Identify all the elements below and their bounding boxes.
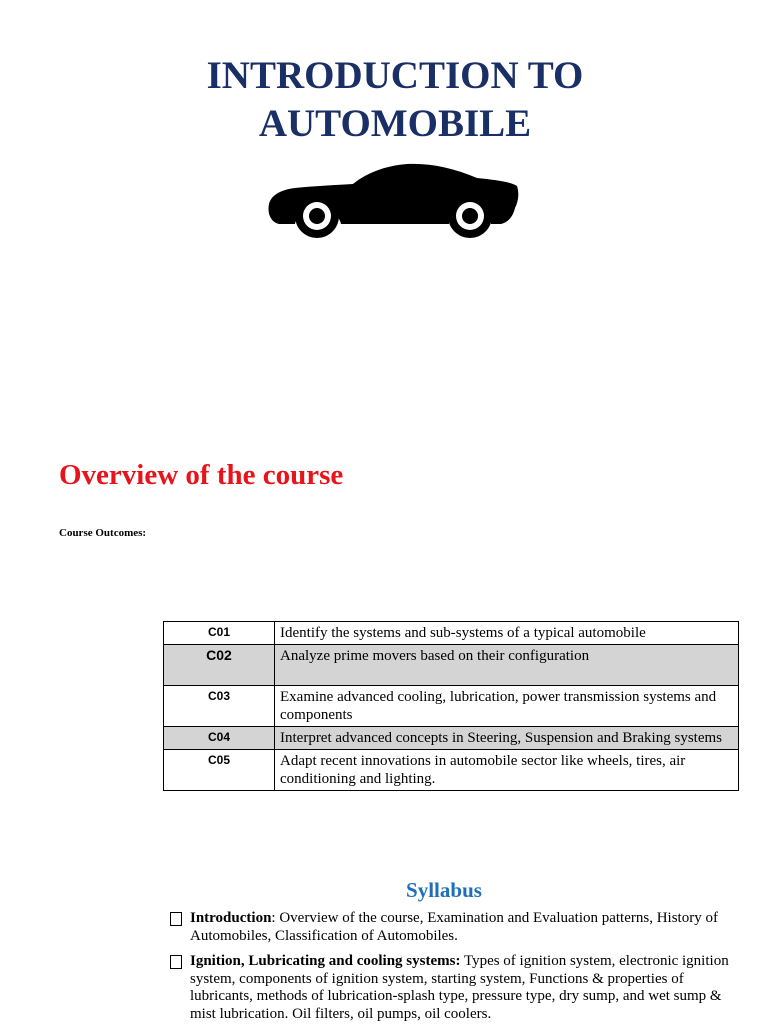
outcome-code: C04 [164,727,275,750]
syllabus-heading: Syllabus [406,878,482,902]
overview-heading: Overview of the course [59,459,344,491]
outcome-code: C03 [164,686,275,727]
syllabus-item-body: : Overview of the course, Examination and Evaluation patterns, History of Automobiles, Classification of Automobiles. [190,910,718,944]
bullet-glyph-icon [170,955,182,969]
outcome-text-line: Examine advanced cooling, lubrication, power transmission systems and [280,689,717,705]
table-row [164,686,739,727]
title-line-1: INTRODUCTION TO [206,54,584,97]
syllabus-item [170,910,730,945]
outcome-text: Interpret advanced concepts in Steering, Suspension and Braking systems [275,727,739,750]
document-title [0,52,768,148]
table-row [164,622,739,645]
syllabus-item [170,953,730,1023]
syllabus-item-body: Types of ignition system, electronic ignition system, components of ignition system, starting system, Functions & properties of lubricants, methods of lubrication-splash type, pressure type, dry sump, and wet sump & mist lubrication. Oil filters, oil pumps, oil coolers. [190,953,729,1022]
outcome-code: C05 [164,750,275,791]
table-row [164,727,739,750]
syllabus-item-title: Ignition, Lubricating and cooling systems: [190,953,461,969]
outcome-text: Identify the systems and sub-systems of a typical automobile [275,622,739,645]
outcome-text: Analyze prime movers based on their configuration [275,645,739,686]
outcome-code: C01 [164,622,275,645]
outcome-text [275,686,739,727]
bullet-glyph-icon [170,912,182,926]
table-row [164,645,739,686]
outcome-code: C02 [164,645,275,686]
title-line-2: AUTOMOBILE [258,102,532,145]
table-row [164,750,739,791]
outcome-text-line: components [280,707,353,723]
course-outcomes-label: Course Outcomes: [59,527,147,539]
course-outcomes-table [163,621,739,791]
syllabus-item-text [190,910,730,945]
syllabus-item-title: Introduction [190,910,272,926]
syllabus-item-text [190,953,730,1023]
outcome-text: Adapt recent innovations in automobile sector like wheels, tires, air conditioning and lighting. [275,750,739,791]
car-icon [265,160,521,240]
